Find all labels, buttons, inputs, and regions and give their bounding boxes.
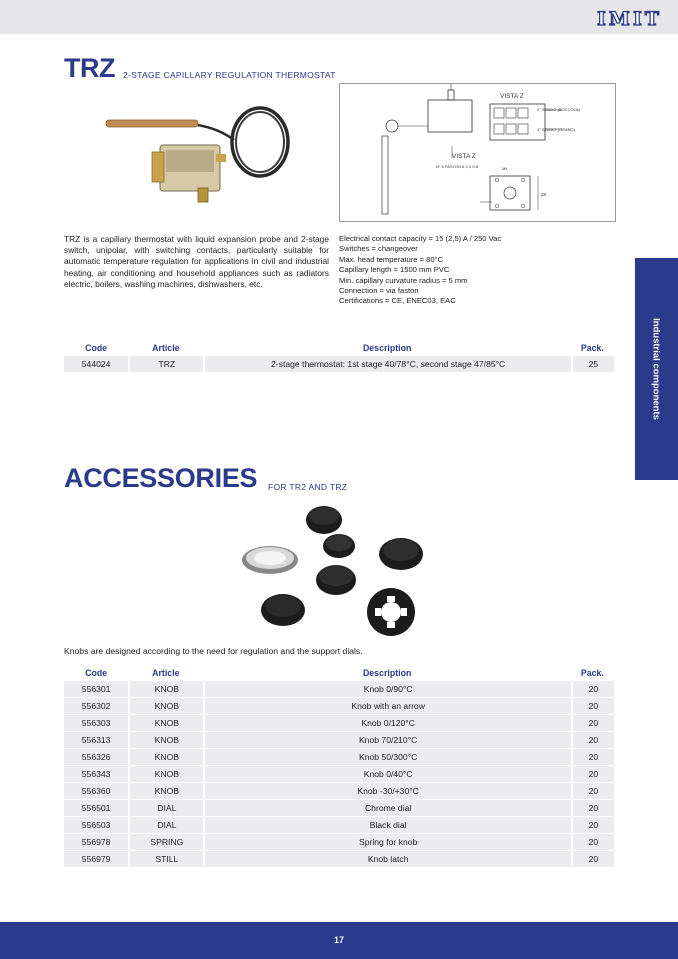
cell-pack: 20 — [571, 817, 614, 833]
trz-title: TRZ — [64, 53, 115, 83]
table-row — [64, 800, 614, 816]
spec-line: Min. capillary curvature radius = 5 mm — [339, 275, 468, 285]
table-row — [64, 698, 614, 714]
cell-pack: 20 — [571, 766, 614, 782]
cell-pack: 20 — [571, 800, 614, 816]
diagram-stage1-label: 1° STADIO (GRANO) — [537, 127, 575, 132]
table-row — [64, 766, 614, 782]
col-code-header: Code — [64, 666, 128, 680]
diagram-vista-bottom: VISTA Z — [452, 153, 476, 160]
cell-code: 556343 — [64, 766, 128, 782]
accessories-title: ACCESSORIES — [64, 463, 258, 493]
table-row — [64, 732, 614, 748]
cell-pack: 20 — [571, 715, 614, 731]
diagram-m4-label: M4 — [502, 166, 508, 171]
cell-article: KNOB — [128, 732, 203, 748]
cell-code: 544024 — [64, 356, 128, 372]
spec-line: Electrical contact capacity = 15 (2,5) A / 250 Vac — [339, 234, 502, 243]
cell-code: 556302 — [64, 698, 128, 714]
cell-code: 556313 — [64, 732, 128, 748]
cell-article: SPRING — [128, 834, 203, 850]
top-bar — [0, 0, 678, 34]
col-pack-header: Pack. — [571, 341, 614, 355]
diagram-stage2-label: 2° STADIO (BOCCOLA) — [537, 107, 580, 112]
diagram-faston-label: N° 6 FASTON 6,3 X 0,8 — [436, 164, 478, 169]
cell-pack: 20 — [571, 834, 614, 850]
cell-article: TRZ — [128, 356, 203, 372]
cell-pack: 20 — [571, 681, 614, 697]
spec-line: Connection = via faston — [339, 286, 419, 296]
side-tab — [635, 258, 678, 480]
table-row — [64, 715, 614, 731]
table-row — [64, 356, 614, 372]
cell-description: Knob 50/300°C — [203, 749, 570, 765]
cell-code: 556503 — [64, 817, 128, 833]
col-description-header: Description — [203, 341, 570, 355]
trz-description: TRZ is a capillary thermostat with liquid expansion probe and 2-stage switch, unipolar, with switching contacts, particularly suitable for automatic temperature regulation for applications in civil and industrial heating, air conditioning and household appliances such as radiators electric, boilers, washing machines, dishwashers, etc. — [64, 234, 329, 289]
page-number: 17 — [333, 935, 344, 945]
cell-pack: 20 — [571, 749, 614, 765]
cell-article: KNOB — [128, 681, 203, 697]
cell-article: DIAL — [128, 800, 203, 816]
cell-pack: 20 — [571, 698, 614, 714]
table-header-row — [64, 341, 614, 355]
cell-pack: 25 — [571, 356, 614, 372]
knobs-photo — [236, 498, 446, 638]
cell-article: KNOB — [128, 766, 203, 782]
col-description-header: Description — [203, 666, 570, 680]
cell-article: DIAL — [128, 817, 203, 833]
accessories-note: Knobs are designed according to the need for regulation and the support dials. — [64, 646, 363, 656]
cell-description: Knob -30/+30°C — [203, 783, 570, 799]
cell-code: 556326 — [64, 749, 128, 765]
cell-article: KNOB — [128, 783, 203, 799]
cell-pack: 20 — [571, 783, 614, 799]
table-row — [64, 851, 614, 867]
cell-code: 556301 — [64, 681, 128, 697]
cell-description: Knob 0/90°C — [203, 681, 570, 697]
cell-article: KNOB — [128, 749, 203, 765]
cell-description: Black dial — [203, 817, 570, 833]
trz-table — [64, 340, 614, 373]
brand-logo: IMIT — [597, 8, 662, 30]
cell-code: 556360 — [64, 783, 128, 799]
table-row — [64, 783, 614, 799]
trz-specs — [339, 234, 619, 307]
col-pack-header: Pack. — [571, 666, 614, 680]
cell-description: Knob 70/210°C — [203, 732, 570, 748]
col-code-header: Code — [64, 341, 128, 355]
technical-diagram — [339, 83, 616, 222]
accessories-subtitle: FOR TR2 AND TRZ — [268, 482, 348, 492]
cell-code: 556979 — [64, 851, 128, 867]
spec-line: Certifications = CE, ENEC03, EAC — [339, 296, 456, 306]
cell-description: Knob 0/120°C — [203, 715, 570, 731]
side-tab-label: Industrial components — [650, 318, 662, 420]
cell-description: Knob with an arrow — [203, 698, 570, 714]
cell-article: STILL — [128, 851, 203, 867]
cell-description: Knob latch — [203, 851, 570, 867]
thermostat-photo — [100, 92, 295, 207]
footer-bar — [0, 922, 678, 959]
diagram-vista-top: VISTA Z — [500, 93, 524, 100]
col-article-header: Article — [128, 666, 203, 680]
cell-description: Knob 0/40°C — [203, 766, 570, 782]
table-header-row — [64, 666, 614, 680]
cell-description: Spring for knob — [203, 834, 570, 850]
table-row — [64, 681, 614, 697]
col-article-header: Article — [128, 341, 203, 355]
spec-line: Capillary length = 1500 mm PVC — [339, 265, 450, 275]
cell-pack: 20 — [571, 732, 614, 748]
cell-description: Chrome dial — [203, 800, 570, 816]
accessories-table — [64, 665, 614, 868]
table-row — [64, 817, 614, 833]
cell-code: 556501 — [64, 800, 128, 816]
cell-article: KNOB — [128, 715, 203, 731]
diagram-dim-label: 28 — [541, 192, 547, 197]
cell-pack: 20 — [571, 851, 614, 867]
cell-code: 556303 — [64, 715, 128, 731]
cell-code: 556978 — [64, 834, 128, 850]
table-row — [64, 834, 614, 850]
cell-article: KNOB — [128, 698, 203, 714]
spec-line: Max. head temperature = 80°C — [339, 254, 444, 264]
table-row — [64, 749, 614, 765]
trz-subtitle: 2-STAGE CAPILLARY REGULATION THERMOSTAT — [123, 70, 336, 80]
cell-description: 2-stage thermostat: 1st stage 40/78°C, second stage 47/85°C — [203, 356, 570, 372]
spec-line: Switches = changeover — [339, 244, 418, 254]
